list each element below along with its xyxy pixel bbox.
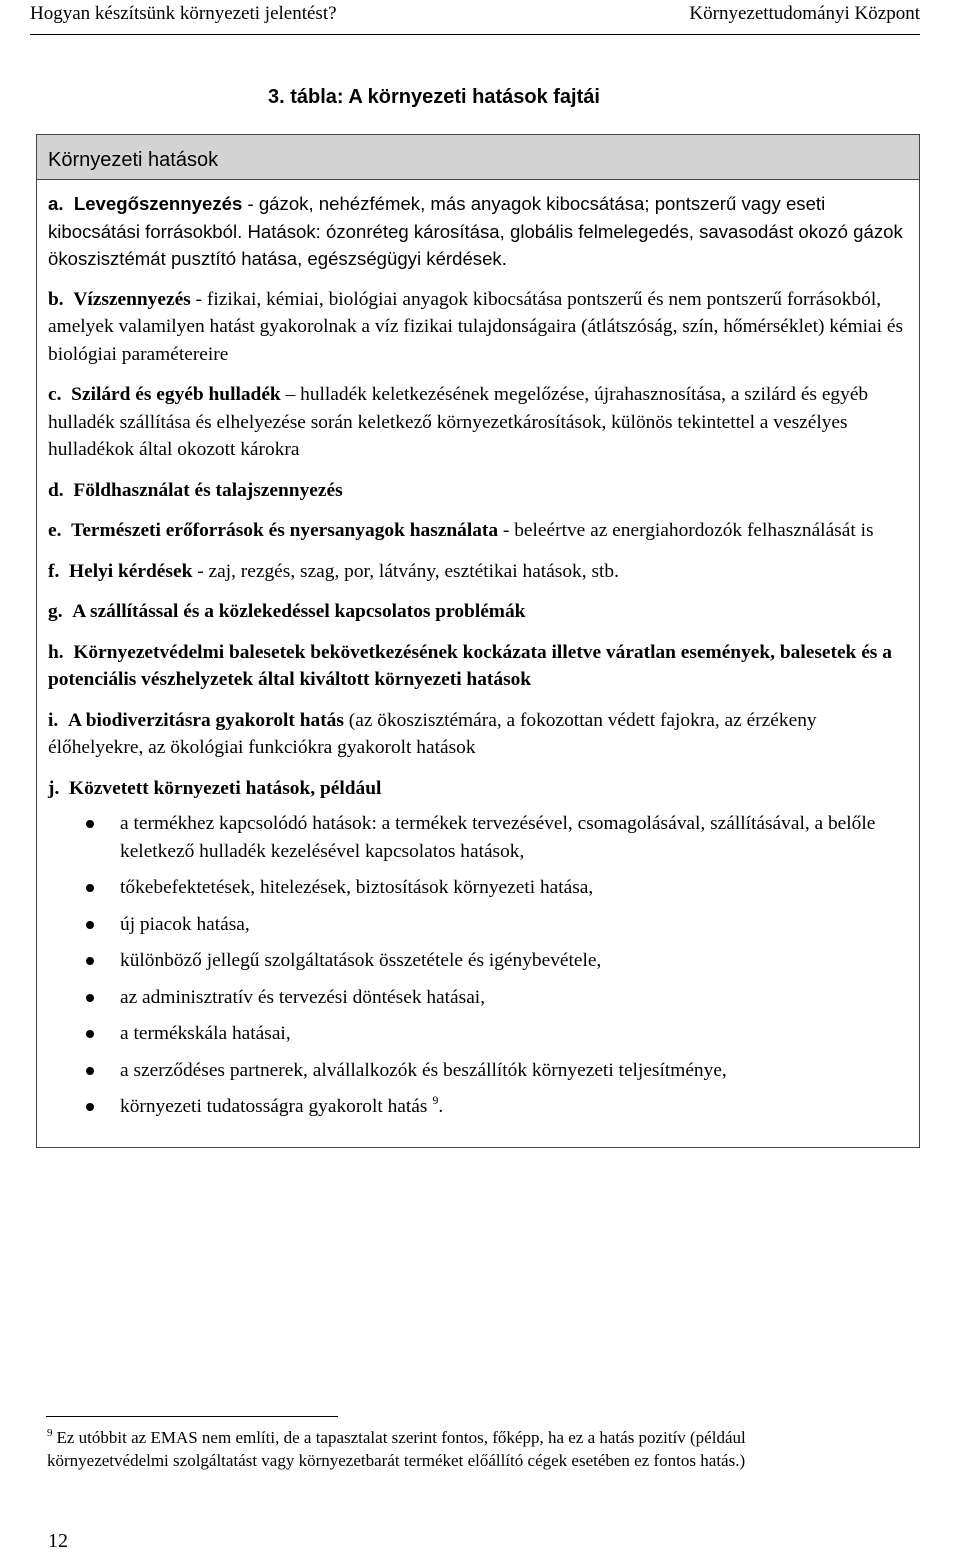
item-lead: Vízszennyezés (73, 288, 191, 310)
item-lead: A biodiverzitásra gyakorolt hatás (67, 709, 344, 731)
header-organization: Környezettudományi Központ (689, 3, 920, 24)
list-item (48, 984, 909, 1012)
item-lead: Levegőszennyezés (73, 193, 243, 214)
item-lead: Szilárd és egyéb hulladék (71, 384, 281, 405)
item-text: - beleértve az energiahordozók felhasználását is (498, 520, 874, 541)
list-item-text: a termékhez kapcsolódó hatások: a termékek tervezésével, csomagolásával, szállításával, a belőle keletkező hulladék kezelésével kapcsolatos hatások, (120, 813, 876, 862)
item-letter: h. (48, 641, 64, 663)
list-item-text: tőkebefektetések, hitelezések, biztosítások környezeti hatása, (120, 877, 594, 898)
item-text: (az ökoszisztémára, a fokozottan védett fajokra, az érzékeny élőhelyekre, az ökológiai funkciókra gyakorolt hatások (48, 709, 817, 758)
item-letter: a. (48, 193, 64, 214)
running-header (30, 0, 920, 35)
item-text: - fizikai, kémiai, biológiai anyagok kibocsátása pontszerű és nem pontszerű forrásokból, amelyek valamilyen hatást gyakorolnak a víz fizikai tulajdonságaira (átlátszóság, szín, hőmérséklet) kémiai és biológiai paramétereire (48, 288, 904, 365)
item-text: – hulladék keletkezésének megelőzése, újrahasznosítása, a szilárd és egyéb hulladék szállítása és elhelyezése során keletkező környezetkárosítások, különös tekintettel a veszélyes hulladékok által okozott károkra (48, 384, 869, 460)
footnote-separator (46, 1416, 338, 1417)
item-i-biodiversity (48, 707, 909, 762)
item-letter: d. (48, 479, 64, 501)
item-lead: A szállítással és a közlekedéssel kapcsolatos problémák (72, 601, 526, 622)
list-item-text: az adminisztratív és tervezési döntések hatásai, (120, 986, 486, 1008)
item-lead: Természeti erőforrások és nyersanyagok használata (71, 520, 499, 541)
header-document-title: Hogyan készítsünk környezeti jelentést? (30, 3, 337, 24)
bullet-icon (86, 994, 94, 1002)
page-number: 12 (48, 1530, 68, 1552)
item-text: - gázok, nehézfémek, más anyagok kibocsátása; pontszerű vagy eseti kibocsátási forrásokból. Hatások: ózonréteg károsítása, globális felmelegedés, savasodást okozó gázok ökoszisztémát pusztító hatása, egészségügyi kérdések. (48, 193, 903, 269)
table-title: 3. tábla: A környezeti hatások fajtái (268, 86, 600, 108)
item-d-land-use (48, 477, 909, 505)
indirect-impacts-list (48, 810, 909, 1121)
item-e-natural-resources (48, 517, 909, 545)
footnote-reference[interactable]: 9 (432, 1093, 439, 1107)
footnote (47, 1427, 867, 1472)
item-h-accidents (48, 639, 909, 694)
item-letter: j. (48, 777, 60, 799)
impact-table (36, 134, 920, 1148)
list-item (48, 1020, 909, 1048)
list-item (48, 810, 909, 865)
item-letter: i. (48, 709, 59, 731)
footnote-number: 9 (47, 1427, 53, 1439)
bullet-icon (86, 1030, 94, 1038)
list-item (48, 874, 909, 902)
list-item-text: új piacok hatása, (120, 913, 250, 935)
list-item-text: a szerződéses partnerek, alvállalkozók és beszállítók környezeti teljesítménye, (120, 1059, 727, 1081)
item-letter: c. (48, 384, 62, 405)
list-item (48, 1057, 909, 1085)
table-heading: Környezeti hatások (37, 135, 919, 180)
item-g-transport (48, 598, 909, 626)
item-letter: e. (48, 520, 62, 541)
list-item-text: különböző jellegű szolgáltatások összetétele és igénybevétele, (120, 950, 602, 971)
bullet-icon (86, 1067, 94, 1075)
item-lead: Közvetett környezeti hatások, például (69, 777, 382, 799)
item-letter: f. (48, 560, 60, 582)
list-item (48, 947, 909, 975)
item-lead: Környezetvédelmi balesetek bekövetkezésének kockázata illetve váratlan események, balesetek és a potenciális vészhelyzetek által kiváltott környezeti hatások (48, 641, 892, 690)
item-a-air-pollution (48, 190, 909, 273)
item-c-solid-waste (48, 381, 909, 464)
item-text: - zaj, rezgés, szag, por, látvány, esztétikai hatások, stb. (192, 560, 619, 582)
bullet-icon (86, 884, 94, 892)
list-item-tail: . (438, 1096, 444, 1117)
footnote-text: Ez utóbbit az EMAS nem említi, de a tapasztalat szerint fontos, főképp, ha ez a hatás pozitív (például környezetvédelmi szolgáltatást vagy környezetbarát terméket előállító cégek esetében ez fontos hatás.) (47, 1428, 746, 1470)
item-lead: Helyi kérdések (69, 560, 193, 582)
item-letter: g. (48, 601, 63, 622)
bullet-icon (86, 1103, 94, 1111)
list-item (48, 1093, 909, 1121)
table-body (37, 180, 919, 1121)
item-j-indirect-impacts (48, 775, 909, 1121)
item-lead: Földhasználat és talajszennyezés (73, 479, 343, 501)
list-item-text: környezeti tudatosságra gyakorolt hatás (120, 1096, 428, 1117)
item-b-water-pollution (48, 286, 909, 369)
item-f-local-issues (48, 558, 909, 586)
bullet-icon (86, 820, 94, 828)
bullet-icon (86, 921, 94, 929)
item-letter: b. (48, 288, 64, 310)
bullet-icon (86, 957, 94, 965)
list-item (48, 911, 909, 939)
list-item-text: a termékskála hatásai, (120, 1023, 291, 1044)
